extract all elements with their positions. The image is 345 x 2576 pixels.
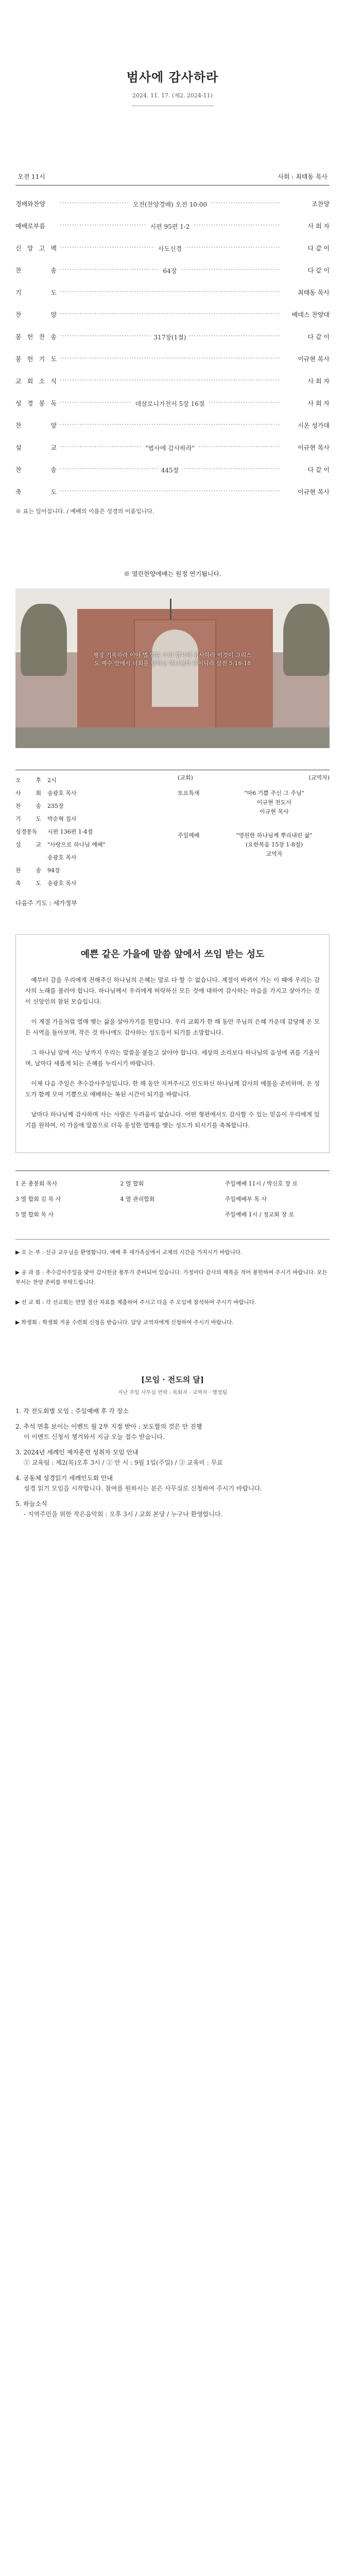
order-dots (60, 466, 280, 473)
order-dots (60, 289, 280, 296)
order-row (15, 436, 330, 459)
order-row (15, 303, 330, 326)
order-label: 예배로부름 (15, 223, 45, 230)
announcement-heading: 4. 공동체 성경읽기 세례인도회 안내 (15, 1475, 113, 1482)
order-leader: 다 같 이 (307, 333, 330, 341)
announcements-subtitle: 지난 주일 사무실 연락 : 목회자 · 교역자 · 행정팀 (117, 1390, 228, 1396)
schedule-key: 기 도 (15, 815, 41, 822)
schedule-key: 찬 송 (15, 802, 41, 809)
order-label: 교 회 소 식 (15, 378, 57, 385)
next-week-kind: 주일예배 (178, 832, 200, 839)
order-label: 설 교 (15, 444, 57, 451)
offering-cell: 4 열 관리합회 (120, 1196, 155, 1202)
order-dots (60, 333, 280, 341)
schedule-key: 사 회 (15, 789, 41, 796)
bulletin-header (15, 0, 330, 106)
order-row (15, 193, 330, 215)
order-row (15, 237, 330, 259)
next-week-line: (요한복음 15장 1-8절) (245, 841, 303, 848)
offering-cell: 주일예배부 목 사 (225, 1196, 267, 1202)
next-week-detail (219, 789, 330, 817)
service-note: ※ 표는 일어섭니다. / 예배의 이름은 성경의 이름입니다. (15, 508, 154, 515)
order-leader: 이규현 목사 (298, 444, 330, 451)
order-label: 찬 양 (15, 311, 57, 318)
sermon-paragraph: 그 하나님 앞에 서는 날까지 우리는 말씀을 붙들고 살아야 합니다. 세상의 소리보다 하나님의 음성에 귀를 기울이며, 날마다 새롭게 되는 은혜를 누리시기 바랍니다. (25, 1049, 320, 1067)
schedule-value: 2시 (47, 776, 57, 784)
offering-cell: 2 열 합회 (120, 1180, 144, 1187)
photo-caption: 행장 기록하라 이야 법 엄을 드려 범사에 감사하라 이것이 그리스도 예수 안에서 너희를 향하신 하나님의 뜻이니라 살전 5:16-18 (93, 652, 252, 667)
tree-right (283, 604, 330, 676)
offering-cell: 1 온 총봉회 목사 (15, 1180, 58, 1187)
order-label: 찬 송 (15, 267, 57, 274)
offering-cell: 주일예배 1시 / 정교회 장 로 (225, 1211, 295, 1218)
order-row (15, 259, 330, 281)
sermon-column (15, 934, 330, 1153)
schedule-key: 설 교 (15, 841, 41, 848)
order-leader: 다 같 이 (307, 267, 330, 274)
announcements-title: [모임 · 전도의 달] (141, 1375, 204, 1384)
next-week-line: 이규현 전도사 (256, 799, 292, 806)
next-week-line: 이규현 목사 (260, 808, 289, 815)
order-row (15, 370, 330, 392)
schedule-value: 235장 (47, 802, 64, 809)
announcement-item (15, 1406, 330, 1416)
announcement-item (15, 1421, 330, 1442)
order-label: 봉 헌 기 도 (15, 355, 57, 363)
offering-section (15, 1171, 330, 1328)
order-leader: 최태동 목사 (298, 289, 330, 296)
offering-cell: 5 열 합회 목 사 (15, 1211, 54, 1218)
announcement-detail: ① 교육팀 : 제2(목)오후 3시 / ② 안 시 : 9월 1일(주일) / ③ 교육비 : 무료 (24, 1459, 223, 1466)
order-detail: ····· "범사에 감사하라" (142, 444, 198, 451)
order-dots (60, 355, 280, 363)
order-leader: 조찬양 (312, 200, 330, 208)
next-week (173, 770, 330, 889)
order-leader: 시온 성가대 (298, 422, 330, 429)
order-label: 성 경 봉 독 (15, 400, 57, 407)
announcement-item (15, 1473, 330, 1494)
order-label: 축 도 (15, 488, 57, 496)
photo-title: ※ 열린한양에배는 원정 연기됩니다. (124, 570, 221, 578)
bulletin-title: 범사에 감사하라 (126, 70, 219, 84)
order-row (15, 281, 330, 303)
schedule-row (15, 825, 173, 838)
service-time: 오전 11시 (18, 173, 45, 180)
next-week-item (178, 789, 330, 817)
order-label: 기 도 (15, 289, 57, 296)
order-dots (60, 378, 280, 385)
schedule-row (15, 863, 173, 876)
church-photo (15, 588, 330, 748)
order-detail: ····· 64장 (160, 267, 180, 274)
order-dots (60, 245, 280, 252)
schedule-row (15, 799, 173, 812)
order-leader: 이규현 목사 (298, 488, 330, 496)
order-detail: ····· 오전(찬양경배) 오전 10:00 (130, 200, 210, 208)
order-row (15, 392, 330, 414)
order-leader: 사 회 자 (307, 223, 330, 230)
schedule-value: 송광호 목사 (47, 789, 77, 796)
announcement-detail: - 지역주민을 위한 작은음악회 : 오후 3시 / 교회 본당 / 누구나 환영합니다. (24, 1511, 223, 1518)
order-leader: 이규현 목사 (298, 355, 330, 363)
announcement-detail: 성경 읽기 모임을 시작합니다. 참여를 원하시는 분은 사무실로 신청하여 주시기 바랍니다. (24, 1485, 263, 1492)
order-dots (60, 200, 280, 208)
order-row (15, 348, 330, 370)
order-label: 신 앙 고 백 (15, 245, 57, 252)
order-row (15, 215, 330, 237)
announcement-item (15, 1499, 330, 1519)
schedule-value: 송광호 목사 (47, 854, 77, 861)
service-host: 사회 : 최태동 목사 (278, 173, 327, 180)
schedule-key: 오 후 (15, 776, 41, 784)
order-label: 찬 양 (15, 422, 57, 429)
sermon-paragraph: 이 계절 가을처럼 열매 맺는 삶을 살아가기를 원합니다. 우리 교회가 한 해 동안 주님의 은혜 가운데 감당해 온 모든 사역을 돌아보며, 작은 것 하나에도 감사하는 성도들이 되기를 소망합니다. (25, 1018, 320, 1036)
next-week-line: "마6 기쁨 주신 그 주님" (244, 790, 304, 796)
order-leader: 다 같 이 (307, 466, 330, 473)
order-leader: 다 같 이 (307, 245, 330, 252)
order-detail: ····· 445장 (158, 466, 182, 473)
order-dots (60, 400, 280, 407)
schedule-value: 시편 136편 1-4절 (47, 828, 93, 835)
order-detail: ····· 시편 95편 1-2 (147, 223, 193, 230)
news-item: ▶ 선 교 회 : 각 선교회는 연말 결산 자료를 제출하여 주시고 다음 주 모임에 참석하여 주시기 바랍니다. (15, 1299, 256, 1306)
ground (15, 727, 330, 748)
announcement-heading: 3. 2024년 세례인 제자훈련 성취자 모임 안내 (15, 1449, 139, 1456)
schedule-key: 성경봉독 (15, 828, 38, 835)
order-of-worship (15, 193, 330, 503)
next-week-line: 교역자 (266, 851, 283, 857)
schedule-row (15, 851, 173, 863)
order-label: 봉 헌 찬 송 (15, 333, 57, 341)
sermon-paragraph: 날마다 하나님께 감사하며 사는 사람은 두려움이 없습니다. 어떤 형편에서도 감사할 수 있는 믿음이 우리에게 있기를 원하며, 이 가을에 말씀으로 더욱 풍성한 열매를 맺는 성도가 되시기를 축복합니다. (25, 1111, 320, 1129)
order-row (15, 459, 330, 481)
schedule-key: 축 도 (15, 879, 41, 887)
order-dots (60, 223, 280, 230)
order-dots (60, 311, 280, 318)
order-detail: ····· 317장(1절) (150, 333, 189, 341)
order-detail: ····· 데살로니가전서 5장 16절 (132, 400, 208, 407)
afternoon-service (15, 770, 173, 889)
schedule-row (15, 786, 173, 799)
arch (152, 630, 198, 707)
announcement-heading: 1. 각 전도회별 모임 : 주일예배 후 각 장소 (15, 1408, 129, 1415)
order-dots (60, 422, 280, 429)
news-item: ▶ 공 과 를 : 추수감사주일을 맞아 감사헌금 봉투가 준비되어 있습니다. 가정마다 감사의 제목을 적어 봉헌하여 주시기 바랍니다. 모든 부서는 찬양 준비를 부탁드립니다. (15, 1269, 327, 1285)
next-prayer: 다음주 기도 : 세가정부 (15, 900, 77, 907)
schedule-row (15, 876, 173, 889)
announcements (15, 1374, 330, 1519)
order-label: 경배와찬양 (15, 200, 45, 208)
announcement-detail: 이 이벤트 신청서 챙겨와서 지금 오늘 접수 받습니다. (24, 1433, 165, 1440)
order-dots (60, 267, 280, 274)
schedule-value: "사랑으로 하나님 예배" (47, 841, 106, 848)
tree-left (21, 604, 67, 676)
order-leader: 사 회 자 (307, 400, 330, 407)
next-week-item (178, 831, 330, 859)
next-week-detail (219, 831, 330, 859)
announcement-heading: 2. 추석 연휴 보이는 이벤트 월 2부 지정 받아 : 보도할의 것은 안 진행 (15, 1423, 202, 1430)
order-row (15, 326, 330, 348)
schedule (15, 770, 330, 889)
order-row (15, 481, 330, 503)
next-week-header: (교회) (교역자) (178, 774, 330, 781)
bulletin-date: 2024. 11. 17. (제2. 2024-11) (132, 92, 213, 99)
next-week-line: "영원한 하나님께 뿌리내린 삶" (236, 832, 313, 839)
order-row (15, 414, 330, 436)
schedule-row (15, 812, 173, 825)
order-leader: 사 회 자 (307, 378, 330, 385)
announcement-item (15, 1447, 330, 1468)
schedule-row (15, 838, 173, 851)
order-label: 찬 송 (15, 466, 57, 473)
next-week-kind: 토요특새 (178, 790, 200, 796)
schedule-value: 송광호 목사 (47, 879, 77, 887)
order-detail: ····· 사도신경 (155, 245, 185, 252)
order-dots (60, 444, 280, 451)
order-dots (60, 488, 280, 496)
schedule-row (15, 773, 173, 786)
order-leader: 베데스 찬양대 (291, 311, 330, 318)
sermon-paragraph: 예부터 감을 우리에게 전해주신 하나님의 은혜는 말로 다 할 수 없습니다. 계절이 바뀌어 가는 이 때에 우리는 감사의 노래를 불러야 합니다. 하나님께서 우리에게 허락하신 모든 것에 대하여 감사하는 마음을 가지고 살아가는 것이 신앙인의 참된 모습입니다. (25, 976, 320, 1005)
schedule-key: 찬 송 (15, 867, 41, 874)
schedule-value: 박순혁 집사 (47, 815, 77, 822)
offering-cell: 3 열 합회 김 목 사 (15, 1196, 61, 1202)
cross-icon (170, 599, 180, 619)
announcement-heading: 5. 하늘소식 (15, 1500, 47, 1507)
service-header (15, 172, 330, 185)
sermon-title: 예쁜 같은 가을에 말씀 앞에서 쓰임 받는 성도 (80, 949, 265, 960)
offering-cell (120, 1210, 225, 1218)
sermon-paragraph: 이제 다음 주일은 추수감사주일입니다. 한 해 동안 지켜주시고 인도하신 하나님께 감사의 예물을 준비하며, 온 성도가 함께 모여 기쁨으로 예배하는 복된 시간이 되기를 바랍니다. (25, 1080, 320, 1098)
news-item: ▶ 학생회 : 학생회 겨울 수련회 신청을 받습니다. 담당 교역자에게 신청하여 주시기 바랍니다. (15, 1319, 234, 1326)
offering-cell: 주일예배 11시 / 박신호 장 로 (225, 1180, 298, 1187)
news-item: ▶ 오 는 부 : 신규 교우님을 환영합니다. 예배 후 새가족실에서 교제의 시간을 가지시기 바랍니다. (15, 1249, 243, 1256)
news-list (15, 1239, 330, 1328)
schedule-value: 94장 (47, 867, 60, 874)
